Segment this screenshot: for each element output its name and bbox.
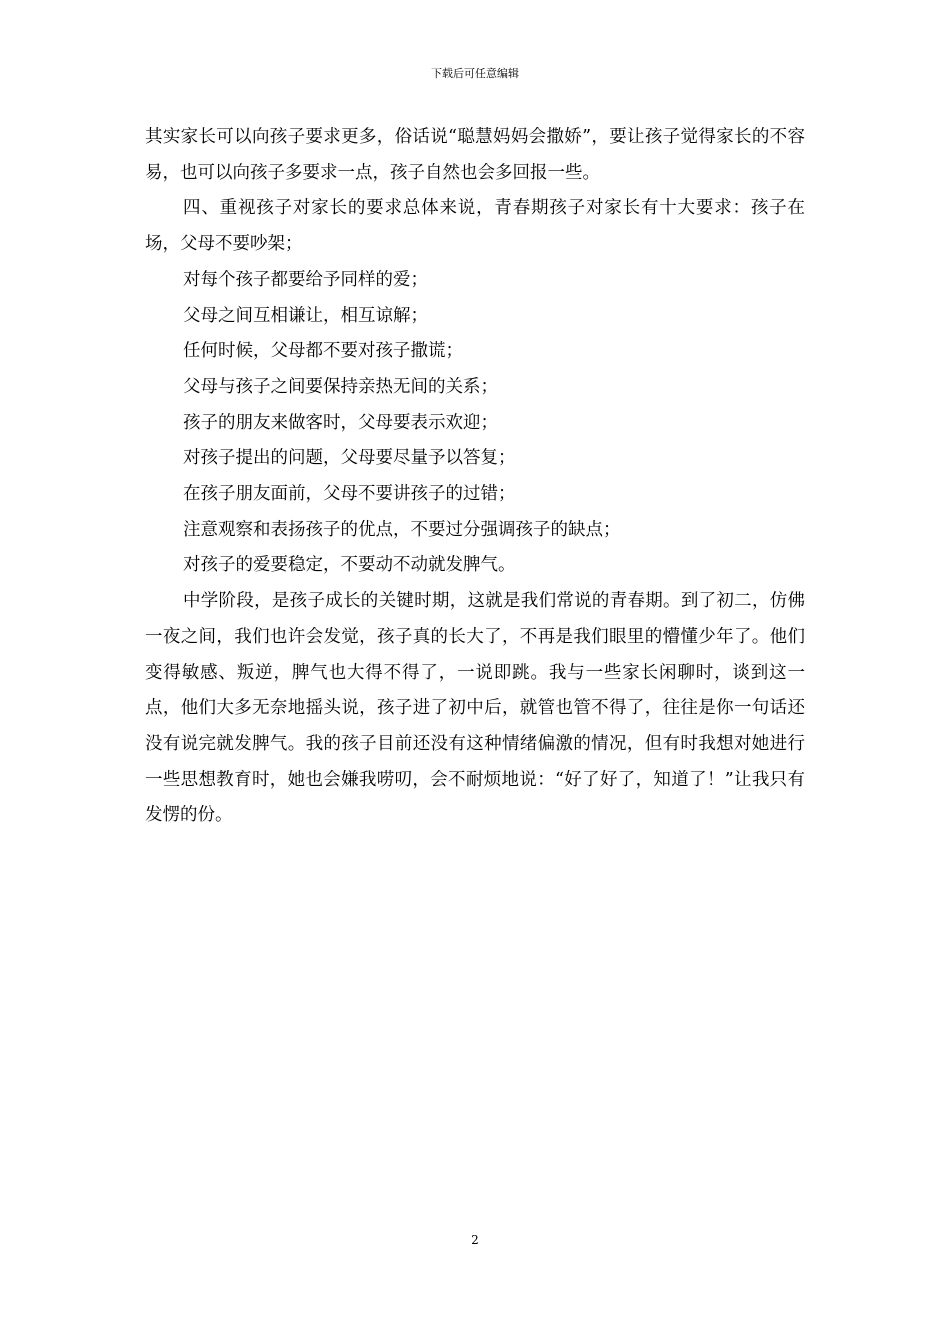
document-body: [145, 120, 805, 834]
paragraph-middle-school: 中学阶段，是孩子成长的关键时期，这就是我们常说的青春期。到了初二，仿佛一夜之间，我们也许会发觉，孩子真的长大了，不再是我们眼里的懵懂少年了。他们变得敏感、叛逆，脾气也大得不得了，一说即跳。我与一些家长闲聊时，谈到这一点，他们大多无奈地摇头说，孩子进了初中后，就管也管不得了，往往是你一句话还没有说完就发脾气。我的孩子目前还没有这种情绪偏激的情况，但有时我想对她进行一些思想教育时，她也会嫌我唠叨，会不耐烦地说：“好了好了，知道了！”让我只有发愣的份。: [145, 591, 805, 826]
requirement-item: 任何时候，父母都不要对孩子撒谎；: [183, 341, 463, 362]
paragraph-continued: 其实家长可以向孩子要求更多，俗话说“聪慧妈妈会撒娇”，要让孩子觉得家长的不容易，也可以向孩子多要求一点，孩子自然也会多回报一些。: [145, 127, 805, 183]
page-header: 下载后可任意编辑: [431, 67, 519, 80]
requirement-item: 孩子的朋友来做客时，父母要表示欢迎；: [183, 412, 498, 433]
requirement-item: 在孩子朋友面前，父母不要讲孩子的过错；: [183, 484, 516, 505]
requirement-item: 注意观察和表扬孩子的优点，不要过分强调孩子的缺点；: [183, 519, 621, 540]
requirement-item: 父母与孩子之间要保持亲热无间的关系；: [183, 376, 498, 397]
requirement-item: 对孩子的爱要稳定，不要动不动就发脾气。: [183, 555, 516, 576]
paragraph-section-four: 四、重视孩子对家长的要求总体来说，青春期孩子对家长有十大要求：孩子在场，父母不要吵架；: [145, 198, 805, 255]
requirement-item: 父母之间互相谦让，相互谅解；: [183, 305, 428, 326]
page-number: 2: [471, 1233, 479, 1247]
requirement-item: 对每个孩子都要给予同样的爱；: [183, 269, 428, 290]
requirement-item: 对孩子提出的问题，父母要尽量予以答复；: [183, 448, 516, 469]
